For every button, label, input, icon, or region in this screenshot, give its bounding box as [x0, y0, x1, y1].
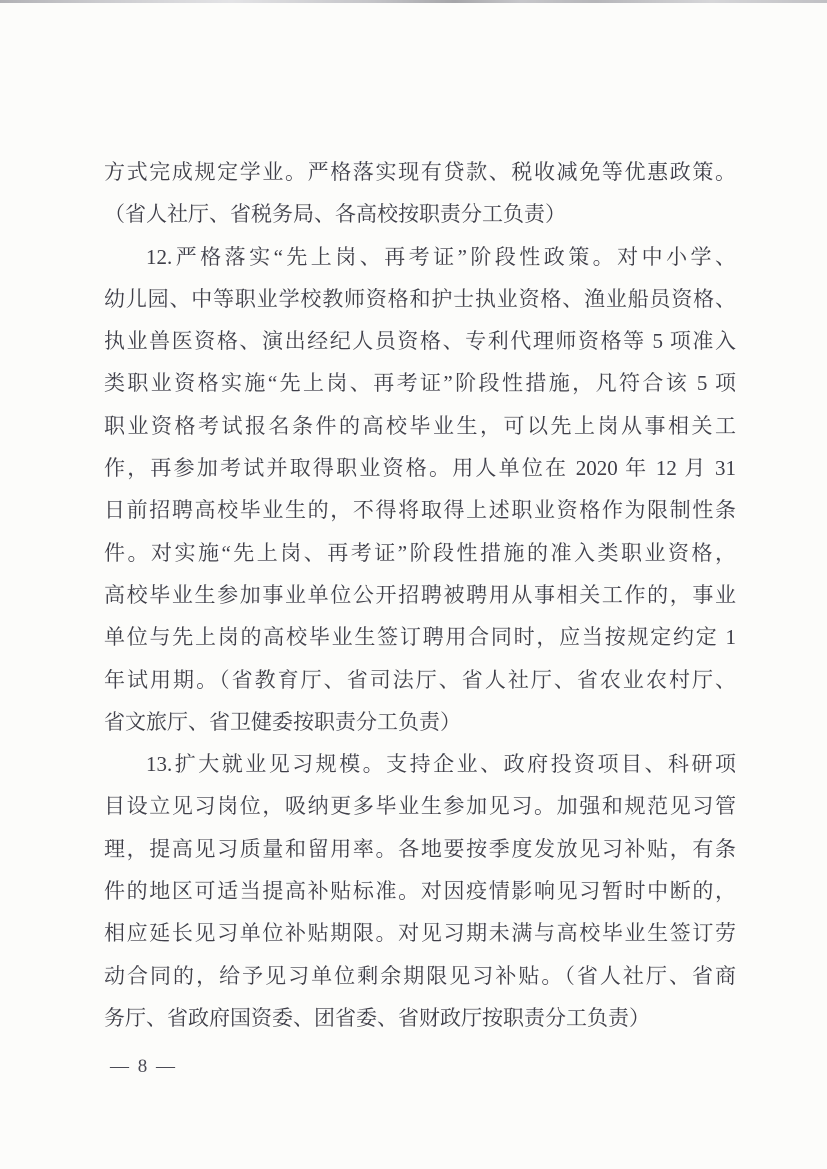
text-line-item-12-heading: 12.严格落实“先上岗、再考证”阶段性政策。对中小学、	[146, 244, 736, 269]
text-line: 作，再参加考试并取得职业资格。用人单位在 2020 年 12 月 31	[104, 456, 736, 481]
text-line: 动合同的，给予见习单位剩余期限见习补贴。（省人社厅、省商	[104, 963, 736, 988]
text-line: 高校毕业生参加事业单位公开招聘被聘用从事相关工作的，事业	[104, 582, 736, 607]
text-line: 执业兽医资格、演出经纪人员资格、专利代理师资格等 5 项准入	[104, 329, 736, 354]
text-line: 件。对实施“先上岗、再考证”阶段性措施的准入类职业资格，	[104, 540, 736, 565]
text-line: 日前招聘高校毕业生的，不得将取得上述职业资格作为限制性条	[104, 498, 736, 523]
text-line: 务厅、省政府国资委、团省委、省财政厅按职责分工负责）	[104, 1005, 650, 1030]
text-line: 年试用期。（省教育厅、省司法厅、省人社厅、省农业农村厅、	[104, 667, 736, 692]
text-line: 类职业资格实施“先上岗、再考证”阶段性措施，凡符合该 5 项	[104, 371, 736, 396]
scan-edge-artifact	[0, 0, 827, 3]
text-line: 件的地区可适当提高补贴标准。对因疫情影响见习暂时中断的，	[104, 879, 736, 904]
text-line: 职业资格考试报名条件的高校毕业生，可以先上岗从事相关工	[104, 413, 736, 438]
text-line: （省人社厅、省税务局、各高校按职责分工负责）	[104, 202, 566, 227]
text-line: 单位与先上岗的高校毕业生签订聘用合同时，应当按规定约定 1	[104, 625, 736, 650]
text-line: 目设立见习岗位，吸纳更多毕业生参加见习。加强和规范见习管	[104, 794, 736, 819]
text-line: 幼儿园、中等职业学校教师资格和护士执业资格、渔业船员资格、	[104, 286, 736, 311]
text-line-item-13-heading: 13.扩大就业见习规模。支持企业、政府投资项目、科研项	[146, 752, 736, 777]
page-number: — 8 —	[110, 1056, 177, 1077]
document-body	[104, 151, 736, 1039]
text-line: 方式完成规定学业。严格落实现有贷款、税收减免等优惠政策。	[104, 160, 736, 184]
text-line: 相应延长见习单位补贴期限。对见习期未满与高校毕业生签订劳	[104, 921, 736, 946]
text-line: 省文旅厅、省卫健委按职责分工负责）	[104, 709, 461, 734]
text-line: 理，提高见习质量和留用率。各地要按季度发放见习补贴，有条	[104, 836, 736, 861]
